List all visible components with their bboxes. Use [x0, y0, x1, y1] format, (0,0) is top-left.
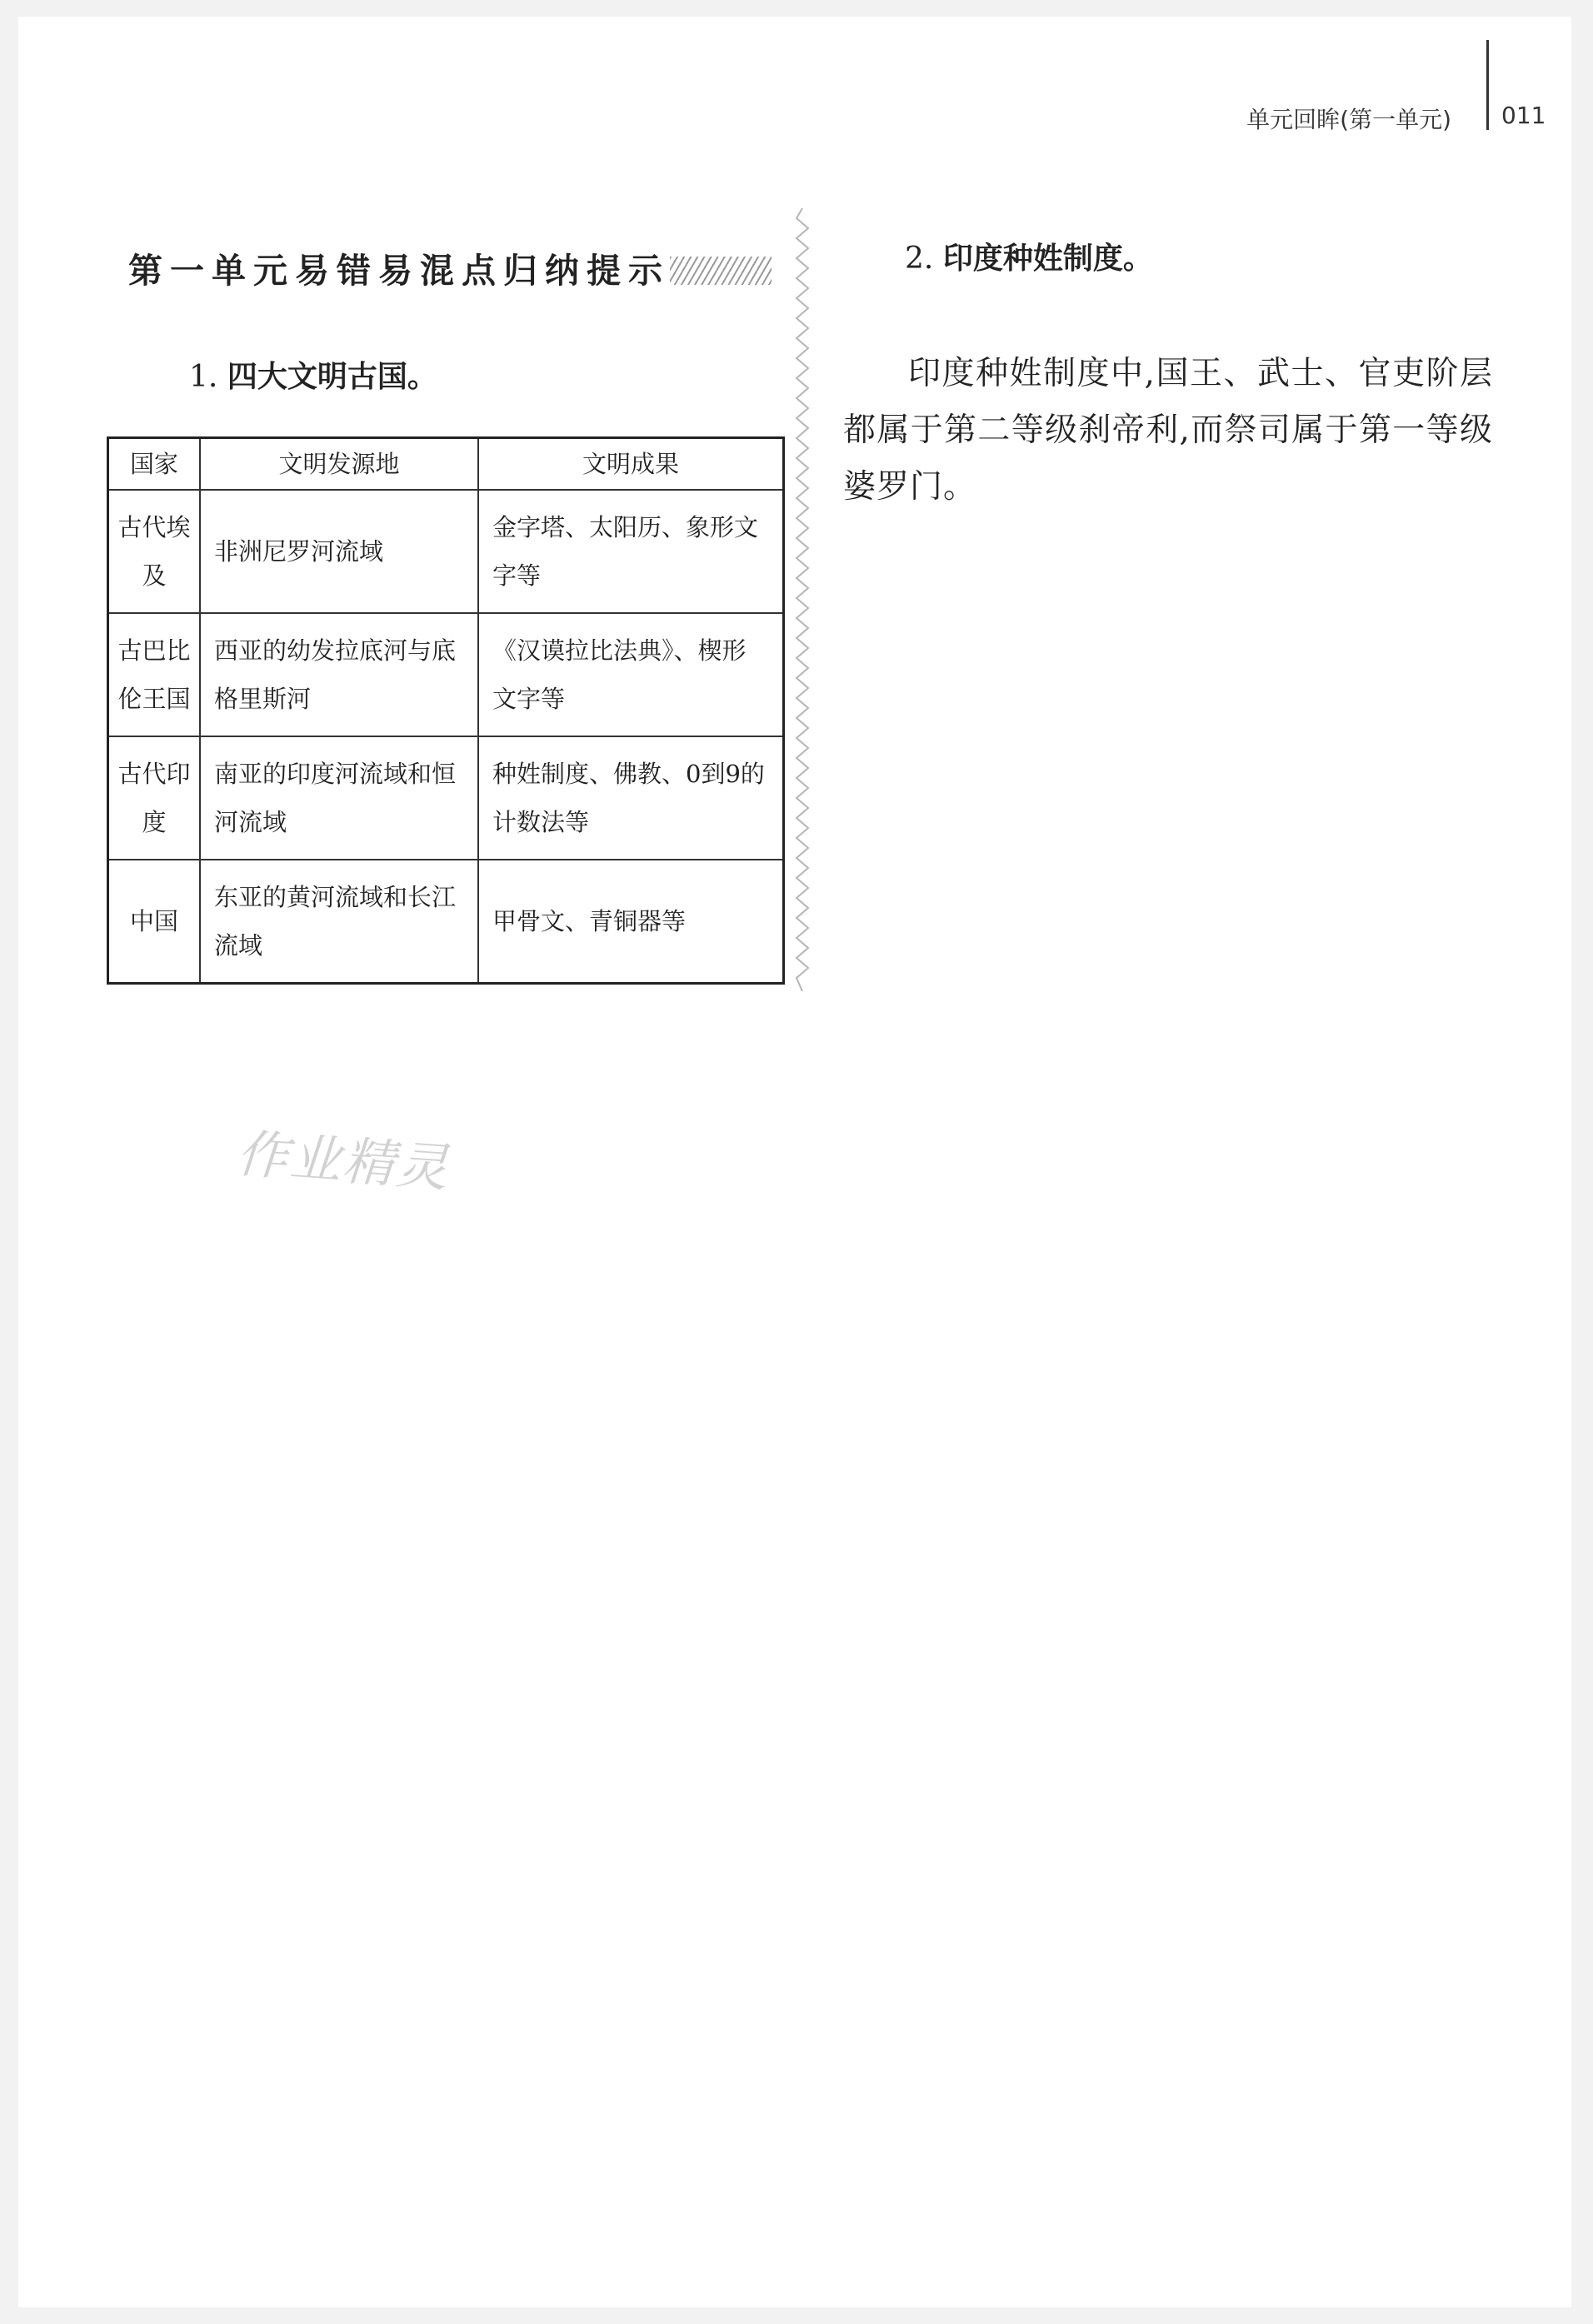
table-row [108, 736, 784, 860]
cell-origin: 南亚的印度河流域和恒河流域 [200, 736, 478, 860]
column-divider [793, 208, 811, 991]
cell-country: 古代印度 [108, 736, 201, 860]
table-header-row [108, 438, 784, 491]
item-2-title: 印度种姓制度。 [942, 242, 1153, 276]
cell-achievements: 甲骨文、青铜器等 [478, 860, 784, 984]
section-title: 第一单元易错易混点归纳提示 [128, 251, 670, 291]
civilizations-table [107, 436, 785, 985]
cell-achievements: 《汉谟拉比法典》、楔形文字等 [478, 613, 784, 736]
item-1-heading [189, 353, 437, 396]
cell-country: 中国 [108, 860, 201, 984]
cell-achievements: 种姓制度、佛教、0到9的计数法等 [478, 736, 784, 860]
item-1-title: 四大文明古国。 [227, 360, 437, 394]
table-row [108, 613, 784, 736]
running-head: 单元回眸(第一单元) [1246, 106, 1451, 133]
watermark: 作业精灵 [234, 1123, 452, 1199]
cell-country: 古巴比伦王国 [108, 613, 201, 736]
header-origin: 文明发源地 [200, 438, 478, 491]
title-decoration [670, 257, 772, 285]
header-achievements: 文明成果 [478, 438, 784, 491]
cell-achievements: 金字塔、太阳历、象形文字等 [478, 490, 784, 613]
page-number: 011 [1501, 102, 1546, 129]
item-1-number: 1. [189, 360, 218, 394]
cell-origin: 西亚的幼发拉底河与底格里斯河 [200, 613, 478, 736]
header-country: 国家 [108, 438, 201, 491]
cell-origin: 东亚的黄河流域和长江流域 [200, 860, 478, 984]
table-row [108, 860, 784, 984]
caste-paragraph: 印度种姓制度中,国王、武士、官吏阶层都属于第二等级刹帝利,而祭司属于第一等级婆罗门。 [843, 355, 1493, 506]
cell-origin: 非洲尼罗河流域 [200, 490, 478, 613]
cell-country: 古代埃及 [108, 490, 201, 613]
header-rule [1486, 40, 1489, 130]
document-page [18, 17, 1571, 2307]
item-2-number: 2. [905, 242, 934, 276]
item-2-heading [905, 235, 1153, 277]
table-row [108, 490, 784, 613]
